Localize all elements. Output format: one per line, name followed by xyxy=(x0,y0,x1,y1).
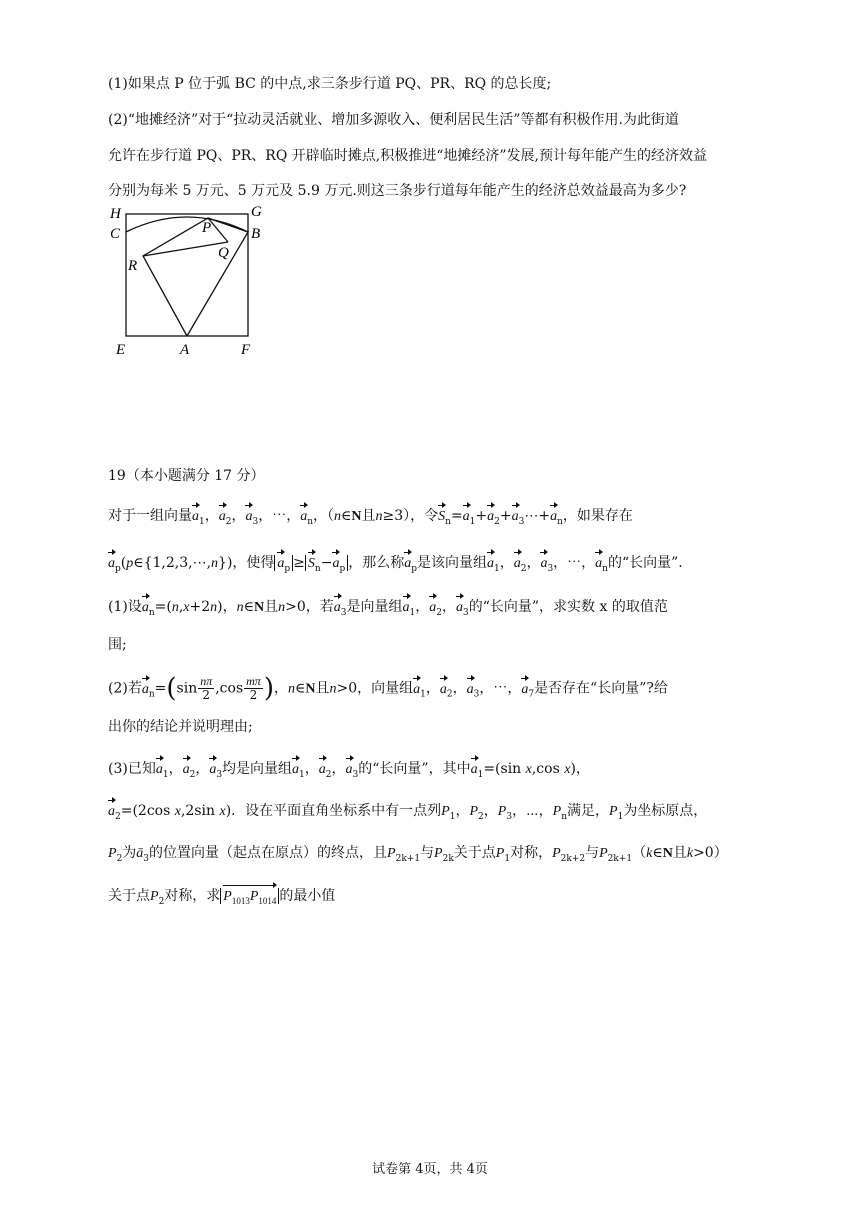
label-G: G xyxy=(251,204,262,220)
q18-part1: (1)如果点 P 位于弧 BC 的中点,求三条步行道 PQ、PR、RQ 的总长度; xyxy=(108,76,552,92)
q19-part1-line1: (1)设$a_n=(n,x+2n)$，n∈N且n>0，若$a_3$是向量组$a_1$，$a_2$，$a_3$的“长向量”，求实数 x 的取值范 xyxy=(108,596,780,623)
q19-part3-line2: $a_2=(2\cos$ x,2sin x)．设在平面直角坐标系中有一点列$P_1$，$P_2$，$P_3$，⋯，$P_n$满足，$P_1$为坐标原点， xyxy=(108,800,780,827)
q19-part3-line4: 关于点$P_2$对称，求 $P_{1013}P_{1014}$ 的最小值 xyxy=(108,885,780,912)
q18-part2-line2: 允许在步行道 PQ、PR、RQ 开辟临时摊点,积极推进“地摊经济”发展,预计每年能产生的经济效益 xyxy=(108,148,707,164)
q19-line2: $a_p(p\in\{1,2,3,\cdots,n\})$，使得 $a_p \ge S_n-a_p$ ，那么称$a_p$是该向量组$a_1$，$a_2$，$a_3$，⋯，$a_n$的“长向量”. xyxy=(108,552,780,579)
q19-part3-line3: $P_2$为$ā_3$的位置向量（起点在原点）的终点，且$P_{2k+1}$与$P_{2k}$关于点$P_1$对称，$P_{2k+2}$与$P_{2k+1}(k\in N$且k>0） xyxy=(108,845,728,864)
q19-part1-line2: 围; xyxy=(108,637,127,653)
q18-part2-line3: 分别为每米 5 万元、5 万元及 5.9 万元.则这三条步行道每年能产生的经济总效益最高为多少? xyxy=(108,183,687,199)
label-C: C xyxy=(110,226,121,242)
label-P: P xyxy=(202,220,212,236)
label-A: A xyxy=(180,342,190,358)
q19-part3-line1: (3)已知$a_1$，$a_2$，$a_3$均是向量组$a_1$，$a_2$，$a_3$的“长向量”，其中$a_1=(\sin$ x,cos x)， xyxy=(108,758,780,785)
label-H: H xyxy=(110,206,121,222)
page-footer: 试卷第 4页，共 4页 xyxy=(372,1162,488,1177)
label-B: B xyxy=(251,226,261,242)
q19-part2-line1: (2)若$a_n=(\sin$ $\frac{n\pi}{2}$ ,cos $\frac{m\pi}{2}$ )，n∈N且n>0，向量组$a_1$，$a_2$，$a_3$，⋯，$a_7$是否存在“长向量”?给 xyxy=(108,673,668,704)
q19-line1: 对于一组向量$a_1$，$a_2$，$a_3$，⋯，$a_n$，（n∈N且n≥3），令$S_n=a_1+a_2+a_3\cdots+a_n$，如果存在 xyxy=(108,505,780,532)
label-E: E xyxy=(116,342,126,358)
q18-part2-line1: (2)“地摊经济”对于“拉动灵活就业、增加多源收入、便利居民生活”等都有积极作用.为此街道 xyxy=(108,112,679,128)
q19-header: 19（本小题满分 17 分） xyxy=(108,468,265,484)
q19-part2-line2: 出你的结论并说明理由; xyxy=(108,719,253,735)
label-R: R xyxy=(128,258,138,274)
q18-figure xyxy=(108,200,278,360)
label-F: F xyxy=(241,342,251,358)
label-Q: Q xyxy=(218,245,229,261)
